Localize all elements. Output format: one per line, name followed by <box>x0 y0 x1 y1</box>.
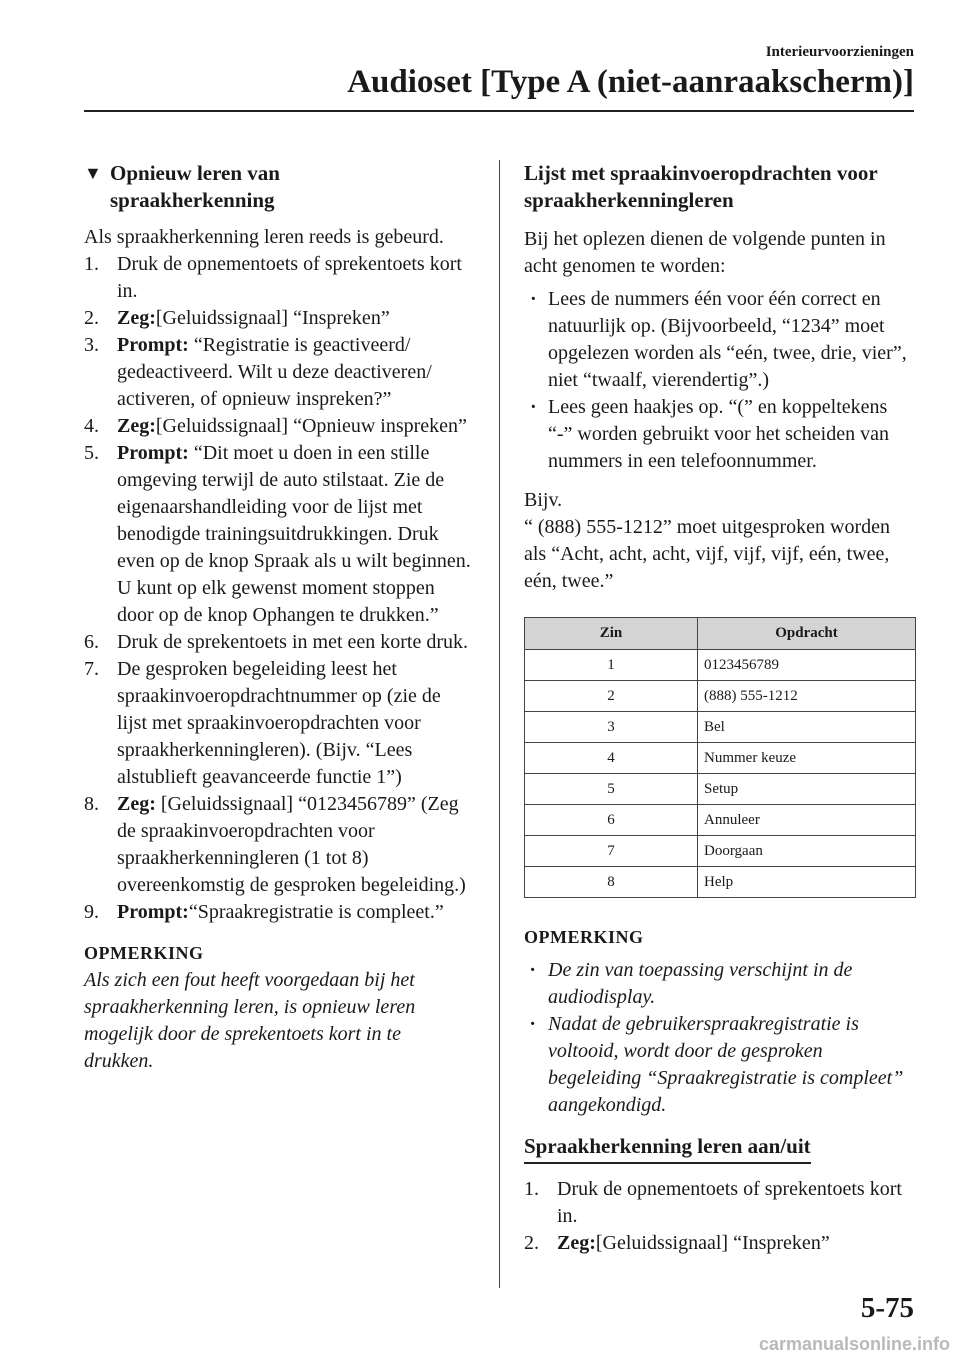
step-text: [Geluidssignaal] “Inspreken” <box>595 1232 830 1254</box>
table-row: 4 Nummer keuze <box>525 743 916 774</box>
step-text: [Geluidssignaal] “Inspreken” <box>155 307 390 329</box>
step-item <box>84 251 474 305</box>
command-list-heading-line2: spraakherkenningleren <box>524 188 734 212</box>
step-item <box>84 332 474 413</box>
relearn-heading-line1: Opnieuw leren van <box>110 161 280 185</box>
step-label: Prompt: <box>117 442 189 464</box>
table-row: 3 Bel <box>525 712 916 743</box>
step-text: De gesproken begeleiding leest het spraakinvoeropdrachtnummer op (zie de lijst met spraakinvoeropdrachten voor spraakherkenningleren). (Bijv. “Lees alstublieft geavanceerde functie 1”) <box>117 658 441 788</box>
list-item: · Lees de nummers één voor één correct en natuurlijk op. (Bijvoorbeeld, “1234” moet opgelezen worden als “eén, twee, drie, vier”, niet “twaalf, vierendertig”.) <box>524 286 916 394</box>
relearn-intro: Als spraakherkenning leren reeds is gebeurd. <box>84 226 444 248</box>
toggle-heading: Spraakherkenning leren aan/uit <box>524 1133 811 1164</box>
list-item: · Nadat de gebruikerspraakregistratie is voltooid, wordt door de gesproken begeleiding “Spraakregistratie is compleet” aangekondigd. <box>524 1011 916 1119</box>
relearn-heading-line2: spraakherkenning <box>110 188 275 212</box>
step-item <box>84 305 474 332</box>
table-row: 2 (888) 555-1212 <box>525 681 916 712</box>
column-header-zin: Zin <box>525 618 698 650</box>
command-table <box>524 617 916 898</box>
step-number: 4. <box>84 415 99 437</box>
step-label: Prompt: <box>117 334 189 356</box>
table-row: 1 0123456789 <box>525 650 916 681</box>
step-label: Zeg: <box>117 793 156 815</box>
command-list-heading-line1: Lijst met spraakinvoeropdrachten voor <box>524 161 878 185</box>
example-label: Bijv. <box>524 489 563 511</box>
step-item <box>84 656 474 791</box>
step-number: 9. <box>84 901 99 923</box>
step-label: Zeg: <box>117 415 156 437</box>
step-item <box>84 629 474 656</box>
step-text: “Spraakregistratie is compleet.” <box>188 901 444 923</box>
left-column <box>84 160 474 1075</box>
table-row: 8 Help <box>525 867 916 898</box>
relearn-steps <box>84 251 474 926</box>
note-label: OPMERKING <box>84 943 204 963</box>
list-item: · Lees geen haakjes op. “(” en koppeltekens “-” worden gebruikt voor het scheiden van nummers in een telefoonnummer. <box>524 394 916 475</box>
step-number: 2. <box>84 307 99 329</box>
step-text: Druk de sprekentoets in met een korte druk. <box>117 631 469 653</box>
bullet-dot-icon: · <box>530 396 537 418</box>
step-item <box>84 440 474 629</box>
column-header-opdracht: Opdracht <box>698 618 916 650</box>
header-rule <box>84 110 914 112</box>
bullet-dot-icon: · <box>530 1013 535 1035</box>
page-title: Audioset [Type A (niet-aanraakscherm)] <box>347 64 914 100</box>
step-text: [Geluidssignaal] “Opnieuw inspreken” <box>155 415 467 437</box>
step-text: Druk de opnementoets of sprekentoets kort in. <box>557 1178 902 1227</box>
step-label: Zeg: <box>117 307 156 329</box>
page-number: 5-75 <box>860 1292 914 1324</box>
step-label: Zeg: <box>557 1232 596 1254</box>
step-number: 1. <box>524 1178 539 1200</box>
step-item <box>84 413 474 440</box>
step-item <box>84 791 474 899</box>
bullet-dot-icon: · <box>530 959 535 981</box>
column-divider <box>499 160 500 1288</box>
watermark: carmanualsonline.info <box>758 1334 950 1354</box>
step-number: 7. <box>84 658 99 680</box>
list-item: · De zin van toepassing verschijnt in de audiodisplay. <box>524 957 916 1011</box>
header-section: Interieurvoorzieningen <box>765 44 914 60</box>
step-item <box>524 1176 916 1230</box>
step-number: 2. <box>524 1232 539 1254</box>
step-item <box>524 1230 916 1257</box>
table-row: 6 Annuleer <box>525 805 916 836</box>
step-text: “Registratie is geactiveerd/ gedeactiveerd. Wilt u deze deactiveren/ activeren, of opnieuw inspreken?” <box>117 334 432 410</box>
table-row: 5 Setup <box>525 774 916 805</box>
right-column <box>524 160 916 1257</box>
table-row: 7 Doorgaan <box>525 836 916 867</box>
step-number: 1. <box>84 253 99 275</box>
table-header-row <box>525 618 916 650</box>
reading-tips <box>524 286 916 475</box>
step-number: 5. <box>84 442 99 464</box>
example-text: “ (888) 555-1212” moet uitgesproken worden als “Acht, acht, acht, vijf, vijf, vijf, eén, twee, eén, twee.” <box>524 516 891 592</box>
bullet-dot-icon: · <box>530 288 537 310</box>
step-number: 8. <box>84 793 99 815</box>
toggle-steps <box>524 1176 916 1257</box>
step-text: “Dit moet u doen in een stille omgeving terwijl de auto stilstaat. Zie de eigenaarshandleiding voor de lijst met benodigde trainingsuitdrukkingen. Druk even op de knop Spraak als u wilt beginnen. U kunt op elk gewenst moment stoppen door op de knop Ophangen te drukken.” <box>117 442 471 626</box>
step-number: 3. <box>84 334 99 356</box>
note-bullets <box>524 957 916 1119</box>
step-text: [Geluidssignaal] “0123456789” (Zeg de spraakinvoeropdrachten voor spraakherkenningleren (1 tot 8) overeenkomstig de gesproken begeleiding.) <box>117 793 466 896</box>
step-text: Druk de opnementoets of sprekentoets kort in. <box>117 253 462 302</box>
note-label: OPMERKING <box>524 927 644 947</box>
triangle-marker-icon: ▼ <box>84 163 102 183</box>
command-list-intro: Bij het oplezen dienen de volgende punten in acht genomen te worden: <box>524 228 886 277</box>
note-text: Als zich een fout heeft voorgedaan bij het spraakherkenning leren, is opnieuw leren mogelijk door de sprekentoets kort in te drukken. <box>84 969 416 1072</box>
step-item <box>84 899 474 926</box>
step-label: Prompt: <box>117 901 189 923</box>
step-number: 6. <box>84 631 99 653</box>
relearn-heading <box>84 160 474 214</box>
